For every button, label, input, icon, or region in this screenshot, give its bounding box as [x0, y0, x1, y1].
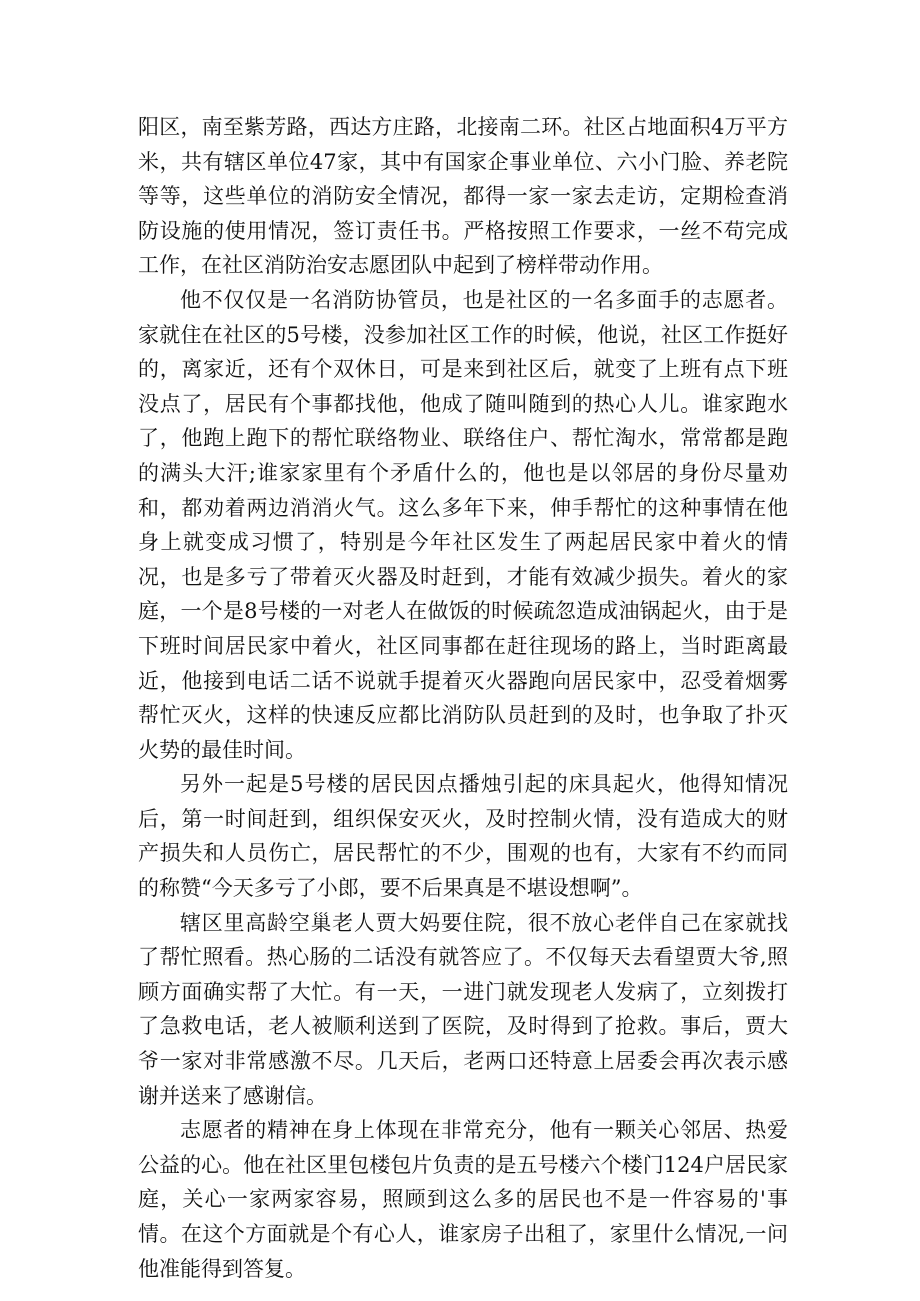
paragraph-4: 辖区里高龄空巢老人贾大妈要住院，很不放心老伴自己在家就找了帮忙照看。热心肠的二话没有就答应了。不仅每天去看望贾大爷,照顾方面确实帮了大忙。有一天，一进门就发现老人发病了，立刻拨打了急救电话，老人被顺利送到了医院，及时得到了抢救。事后，贾大爷一家对非常感激不尽。几天后，老两口还特意上居委会再次表示感谢并送来了感谢信。	[138, 910, 788, 1108]
paragraph-1: 阳区，南至紫芳路，西达方庄路，北接南二环。社区占地面积4万平方米，共有辖区单位47家，其中有国家企事业单位、六小门脸、养老院等等，这些单位的消防安全情况，都得一家一家去走访，定期检查消防设施的使用情况，签订责任书。严格按照工作要求，一丝不苟完成工作，在社区消防治安志愿团队中起到了榜样带动作用。	[138, 115, 788, 278]
document-body	[138, 110, 788, 1286]
paragraph-2: 他不仅仅是一名消防协管员，也是社区的一名多面手的志愿者。家就住在社区的5号楼，没参加社区工作的时候，他说，社区工作挺好的，离家近，还有个双休日，可是来到社区后，就变了上班有点下班没点了，居民有个事都找他，他成了随叫随到的热心人儿。谁家跑水了，他跑上跑下的帮忙联络物业、联络住户、帮忙淘水，常常都是跑的满头大汗;谁家家里有个矛盾什么的，他也是以邻居的身份尽量劝和，都劝着两边消消火气。这么多年下来，伸手帮忙的这种事情在他身上就变成习惯了，特别是今年社区发生了两起居民家中着火的情况，也是多亏了带着灭火器及时赶到，才能有效减少损失。着火的家庭，一个是8号楼的一对老人在做饭的时候疏忽造成油锅起火，由于是下班时间居民家中着火，社区同事都在赶往现场的路上，当时距离最近，他接到电话二话不说就手提着灭火器跑向居民家中，忍受着烟雾帮忙灭火，这样的快速反应都比消防队员赶到的及时，也争取了扑灭火势的最佳时间。	[138, 287, 788, 762]
paragraph-3: 另外一起是5号楼的居民因点播烛引起的床具起火，他得知情况后，第一时间赶到，组织保安灭火，及时控制火情，没有造成大的财产损失和人员伤亡，居民帮忙的不少，围观的也有，大家有不约而同的称赞“今天多亏了小郎，要不后果真是不堪设想啊”。	[138, 772, 788, 901]
paragraph-5: 志愿者的精神在身上体现在非常充分，他有一颗关心邻居、热爱公益的心。他在社区里包楼包片负责的是五号楼六个楼门124户居民家庭，关心一家两家容易，照顾到这么多的居民也不是一件容易的'事情。在这个方面就是个有心人，谁家房子出租了，家里什么情况,一问他准能得到答复。	[138, 1118, 788, 1281]
